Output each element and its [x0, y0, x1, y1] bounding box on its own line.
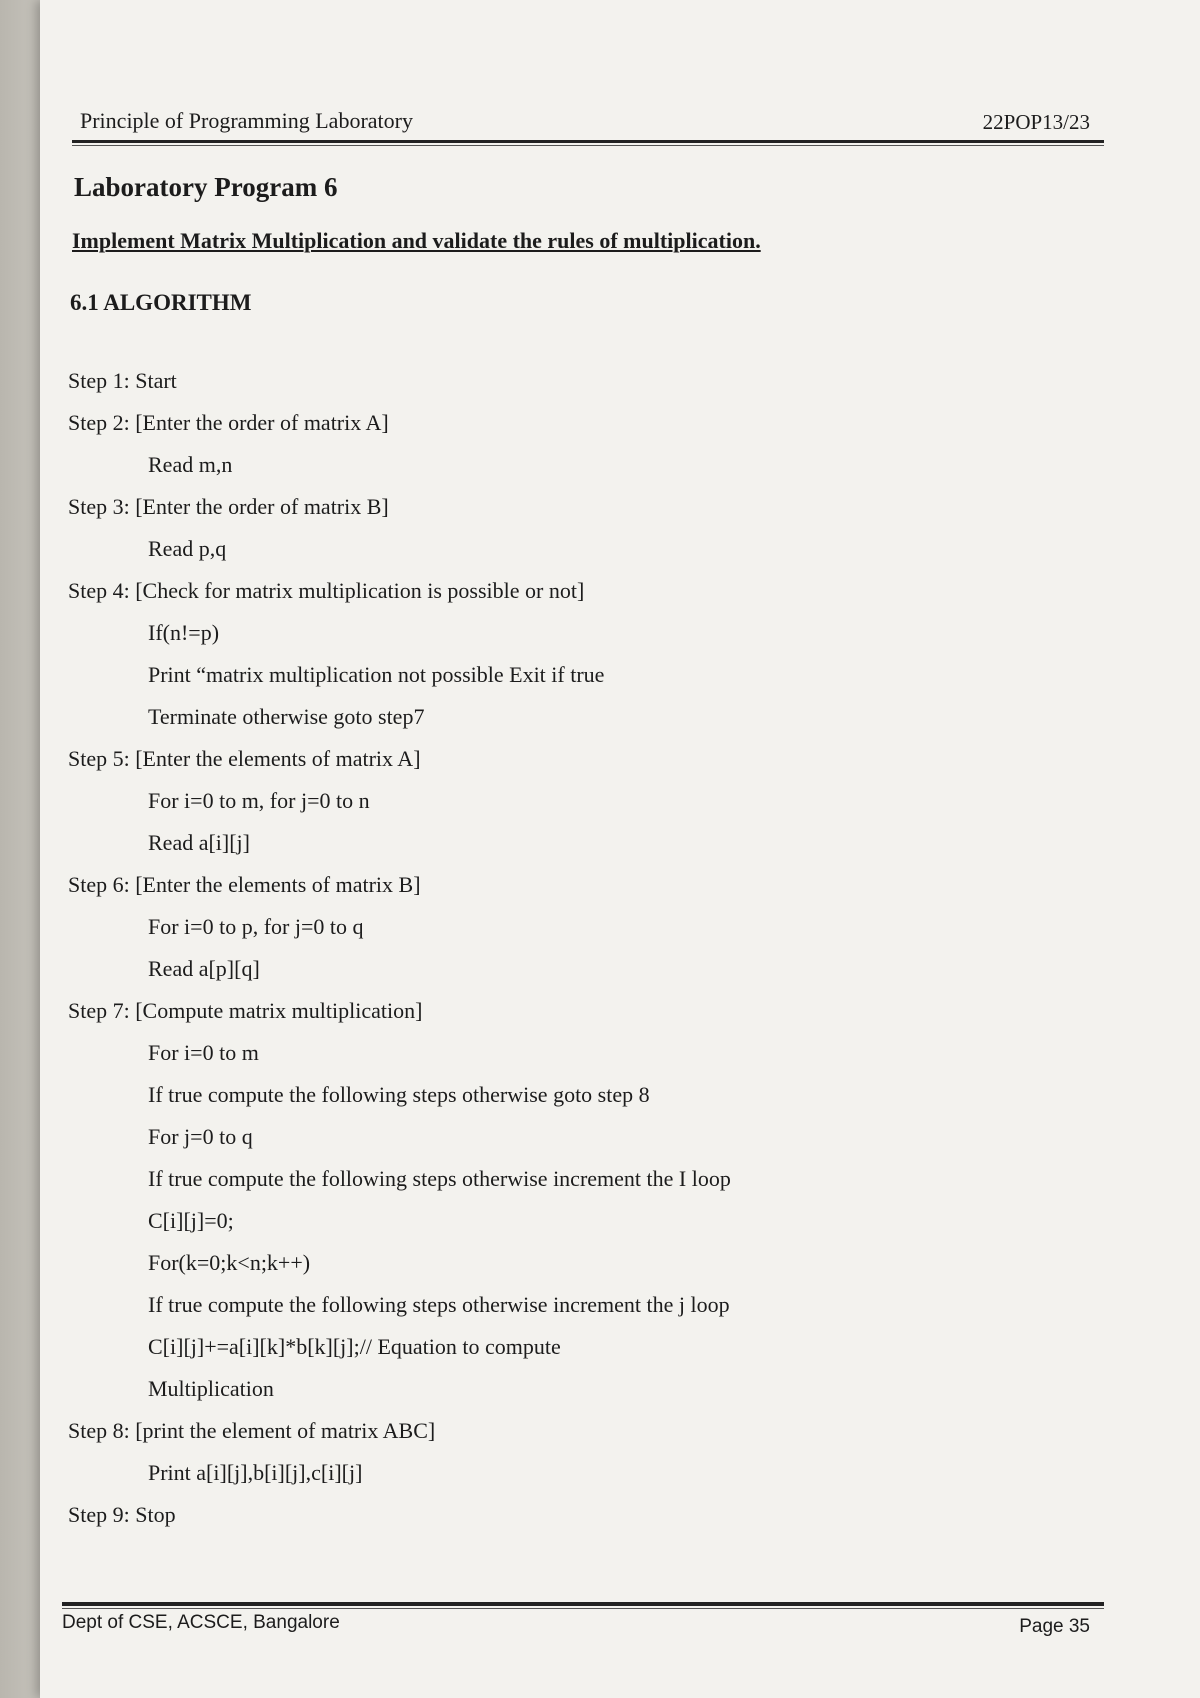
algorithm-step: Step 7: [Compute matrix multiplication] [68, 998, 423, 1023]
algorithm-step: Step 2: [Enter the order of matrix A] [68, 410, 389, 435]
algorithm-step: Step 4: [Check for matrix multiplication is possible or not] [68, 578, 585, 603]
algorithm-substep: If true compute the following steps otherwise increment the j loop [148, 1292, 730, 1317]
header-divider [72, 140, 1104, 146]
footer-divider [62, 1602, 1104, 1609]
program-title: Laboratory Program 6 [74, 172, 338, 202]
algorithm-substep: For i=0 to m [148, 1040, 259, 1065]
algorithm-substep: If true compute the following steps otherwise increment the I loop [148, 1166, 731, 1191]
algorithm-step: Step 1: Start [68, 368, 177, 393]
algorithm-steps [68, 360, 1068, 1536]
header-course-code: 22POP13/23 [982, 110, 1090, 134]
algorithm-substep: Read a[p][q] [148, 956, 260, 981]
algorithm-substep: C[i][j]=0; [148, 1208, 234, 1233]
header-course-title: Principle of Programming Laboratory [80, 108, 413, 133]
algorithm-substep: Print “matrix multiplication not possible Exit if true [148, 662, 605, 687]
program-aim: Implement Matrix Multiplication and validate the rules of multiplication. [72, 228, 761, 253]
algorithm-step: Step 3: [Enter the order of matrix B] [68, 494, 389, 519]
algorithm-substep: Multiplication [148, 1376, 274, 1401]
algorithm-step: Step 5: [Enter the elements of matrix A] [68, 746, 421, 771]
algorithm-substep: For i=0 to m, for j=0 to n [148, 788, 370, 813]
algorithm-substep: For j=0 to q [148, 1124, 253, 1149]
algorithm-substep: For i=0 to p, for j=0 to q [148, 914, 364, 939]
algorithm-substep: Read p,q [148, 536, 227, 561]
algorithm-substep: Terminate otherwise goto step7 [148, 704, 425, 729]
document-page [40, 0, 1200, 1698]
algorithm-step: Step 6: [Enter the elements of matrix B] [68, 872, 421, 897]
algorithm-substep: For(k=0;k<n;k++) [148, 1250, 311, 1275]
footer-page-number: Page 35 [1019, 1616, 1090, 1637]
algorithm-substep: If true compute the following steps otherwise goto step 8 [148, 1082, 650, 1107]
algorithm-substep: Read m,n [148, 452, 233, 477]
algorithm-substep: C[i][j]+=a[i][k]*b[k][j];// Equation to compute [148, 1334, 561, 1359]
algorithm-step: Step 8: [print the element of matrix ABC] [68, 1418, 436, 1443]
algorithm-substep: Read a[i][j] [148, 830, 250, 855]
section-title: 6.1 ALGORITHM [70, 290, 252, 315]
algorithm-substep: If(n!=p) [148, 620, 220, 645]
footer-department: Dept of CSE, ACSCE, Bangalore [62, 1612, 340, 1633]
algorithm-step: Step 9: Stop [68, 1502, 176, 1527]
algorithm-substep: Print a[i][j],b[i][j],c[i][j] [148, 1460, 363, 1485]
